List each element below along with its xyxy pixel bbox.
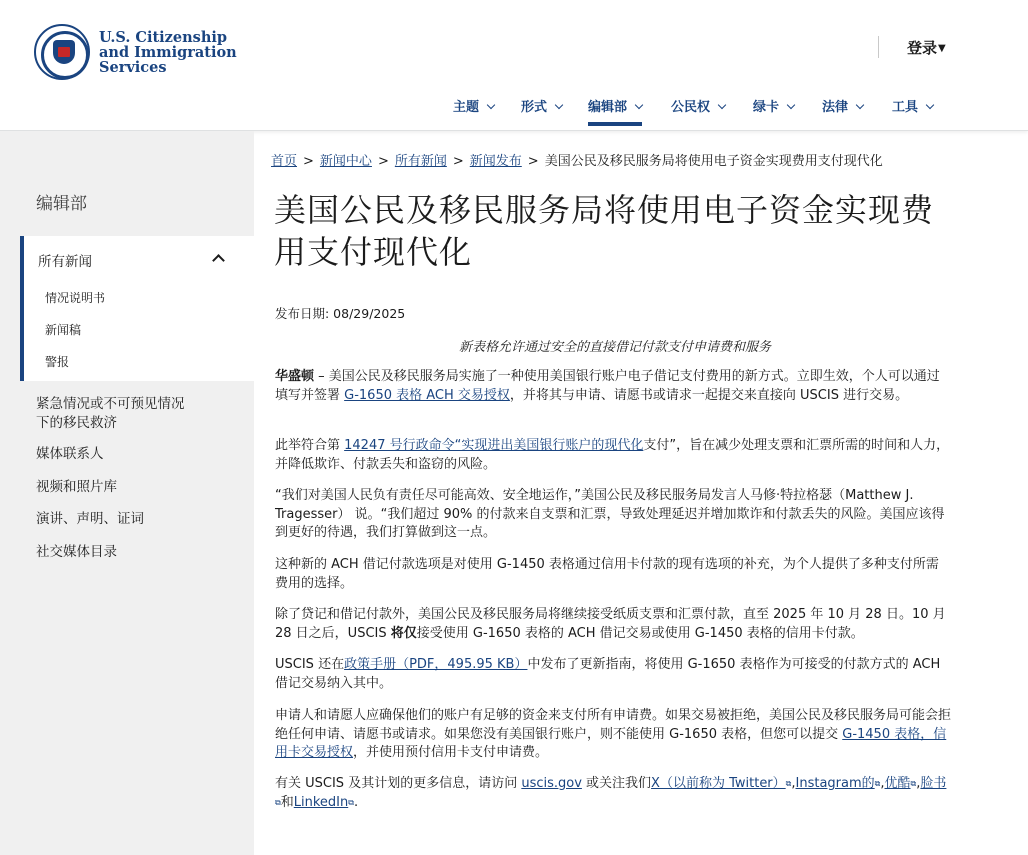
sidebar-item-social-media[interactable]: 社交媒体目录 — [36, 544, 117, 560]
link-uscis-gov[interactable]: uscis.gov — [521, 776, 582, 791]
link-form-g1650[interactable]: G-1650 表格 ACH 交易授权 — [344, 387, 510, 403]
chevron-down-icon — [555, 101, 563, 109]
article-paragraph-8 — [275, 775, 951, 812]
breadcrumb-newsroom[interactable]: 新闻中心 — [319, 154, 372, 169]
paragraph-text: 和 — [280, 794, 294, 810]
paragraph-text: 除了贷记和借记付款外，美国公民及移民服务局将继续接受纸质支票和汇票付款，直至 2025 年 10 月 28 日。10 月 28 日之后，USCIS — [275, 607, 946, 641]
chevron-down-icon — [718, 101, 726, 109]
nav-label: 形式 — [521, 100, 548, 115]
logo-line-3: Services — [99, 58, 167, 76]
paragraph-text: 中发布了更新指南，将使用 G-1650 表格作为可接受的付款方式的 ACH 借记交易纳入其中。 — [275, 657, 941, 691]
nav-laws[interactable] — [822, 96, 863, 115]
external-link-icon: ⧉ — [348, 797, 354, 807]
link-instagram[interactable]: Instagram的 — [795, 776, 875, 791]
sidebar-subitem-alerts[interactable]: 警报 — [45, 355, 70, 369]
breadcrumb-all-news[interactable]: 所有新闻 — [394, 154, 447, 169]
logo-line-2: and Immigration — [99, 43, 237, 61]
caret-down-icon: ▼ — [938, 43, 946, 54]
article-paragraph-7 — [275, 707, 951, 763]
external-link-icon: ⧉ — [785, 779, 792, 788]
chevron-down-icon — [787, 101, 795, 109]
nav-newsroom[interactable] — [588, 96, 642, 115]
chevron-down-icon — [635, 101, 643, 109]
chevron-up-icon[interactable] — [212, 254, 225, 267]
link-policy-manual[interactable]: 政策手册（PDF，495.95 KB） — [344, 657, 528, 672]
nav-tools[interactable] — [892, 96, 933, 115]
sidebar-active-section — [20, 236, 254, 381]
site-header — [0, 0, 1028, 131]
article-paragraph-4: 这种新的 ACH 借记付款选项是对使用 G-1450 表格通过信用卡付款的现有选项的补充，为个人提供了多种支付所需费用的选择。 — [275, 557, 939, 591]
paragraph-text: 或关注我们 — [581, 776, 652, 791]
chevron-down-icon — [856, 101, 864, 109]
nav-forms[interactable] — [521, 96, 562, 115]
nav-label: 主题 — [453, 100, 480, 115]
paragraph-text: USCIS 还在 — [275, 657, 345, 672]
page-title: 美国公民及移民服务局将使用电子资金实现费用支付现代化 — [274, 191, 935, 271]
paragraph-text: 接受使用 G-1650 表格的 ACH 借记交易或使用 G-1450 表格的信用卡付款。 — [416, 625, 864, 641]
paragraph-text: 支付”，旨在减少处理支票和汇票所需的时间和人力，并降低欺诈、付款丢失和盗窃的风险。 — [275, 438, 950, 472]
logo-line-1: U.S. Citizenship — [99, 28, 228, 46]
link-x-twitter[interactable]: X（以前称为 Twitter） — [651, 776, 786, 791]
sidebar — [0, 131, 254, 855]
paragraph-text: 有关 USCIS 及其计划的更多信息，请访问 — [275, 776, 522, 791]
article-paragraph-2 — [275, 437, 951, 474]
paragraph-text: , — [880, 776, 885, 791]
paragraph-text: 申请人和请愿人应确保他们的账户有足够的资金来支付所有申请费。如果交易被拒绝，美国公民及移民服务局可能会拒绝任何申请、请愿书或请求。如果您没有美国银行账户，则不能使用 G-1650 表格，但您可以提交 — [275, 708, 952, 742]
breadcrumb-news-releases[interactable]: 新闻发布 — [469, 154, 522, 169]
nav-green-card[interactable] — [753, 96, 794, 115]
nav-label: 法律 — [822, 100, 849, 115]
login-label: 登录 — [907, 39, 938, 57]
external-link-icon: ⧉ — [275, 797, 281, 807]
sidebar-item-label: 紧急情况或不可预见情况 — [36, 396, 185, 412]
link-linkedin[interactable]: LinkedIn — [293, 794, 349, 810]
login-button[interactable] — [907, 37, 946, 58]
external-link-icon: ⧉ — [910, 779, 917, 788]
sidebar-item-video-gallery[interactable]: 视频和照片库 — [36, 479, 117, 495]
article-paragraph-3: “我们对美国人民负有责任尽可能高效、安全地运作，”美国公民及移民服务局发言人马修·特拉格瑟（Matthew J. Tragesser） 说。“我们超过 90% 的付款来自支票和汇票，导致处理延迟并增加欺诈和付款丢失的风险。美国应该得到更好的待遇，我们打算做到这一点。 — [275, 488, 945, 540]
breadcrumb-current: 美国公民及移民服务局将使用电子资金实现费用支付现代化 — [544, 154, 883, 169]
dateline: 华盛顿 — [275, 369, 315, 384]
breadcrumb-separator: > — [527, 154, 539, 169]
uscis-logo[interactable] — [34, 24, 237, 80]
nav-label: 工具 — [892, 100, 919, 115]
sidebar-item-label: 下的移民救济 — [36, 415, 117, 431]
link-youtube[interactable]: 优酷 — [884, 776, 911, 791]
paragraph-text: 此举符合第 — [275, 438, 345, 453]
chevron-down-icon — [926, 101, 934, 109]
breadcrumb-separator: > — [303, 154, 314, 169]
nav-label: 绿卡 — [753, 100, 780, 115]
breadcrumb-separator: > — [452, 154, 464, 169]
paragraph-text: ，并使用预付信用卡支付申请费。 — [353, 745, 549, 760]
paragraph-text: . — [353, 794, 359, 810]
sidebar-subitem-fact-sheets[interactable]: 情况说明书 — [45, 291, 106, 305]
external-link-icon: ⧉ — [874, 779, 881, 788]
article-paragraph-1 — [275, 368, 951, 405]
paragraph-text: , — [791, 776, 796, 791]
nav-citizenship[interactable] — [671, 96, 725, 115]
sidebar-item-speeches[interactable]: 演讲、声明、证词 — [36, 511, 144, 527]
main-nav — [0, 96, 1028, 130]
paragraph-text: – 美国公民及移民服务局实施了一种使用美国银行账户电子借记支付费用的新方式。立即生效，个人可以通过填写并签署 — [275, 369, 940, 403]
header-divider — [878, 36, 879, 58]
nav-topics[interactable] — [453, 96, 494, 115]
paragraph-text: , — [916, 776, 921, 791]
breadcrumb-home[interactable]: 首页 — [271, 154, 298, 169]
sidebar-title: 编辑部 — [36, 194, 87, 214]
link-executive-order[interactable]: 14247 号行政命令“实现进出美国银行账户的现代化 — [344, 438, 644, 453]
chevron-down-icon — [487, 101, 495, 109]
link-form-g1450[interactable]: G-1450 表格，信用卡交易授权 — [275, 726, 947, 760]
logo-wordmark — [99, 30, 237, 75]
sidebar-item-all-news[interactable]: 所有新闻 — [38, 254, 92, 270]
article-paragraph-6 — [275, 656, 951, 693]
breadcrumb — [271, 150, 883, 169]
nav-label: 编辑部 — [588, 100, 628, 115]
bold-text: 将仅 — [390, 625, 417, 641]
breadcrumb-separator: > — [377, 154, 389, 169]
sidebar-item-emergency-relief[interactable] — [36, 395, 185, 433]
sidebar-subitem-news-releases[interactable]: 新闻稿 — [45, 323, 82, 337]
publish-date: 发布日期: 08/29/2025 — [275, 306, 406, 321]
nav-label: 公民权 — [671, 100, 711, 115]
link-facebook[interactable]: 脸书 — [920, 776, 947, 791]
article-subhead: 新表格允许通过安全的直接借记付款支付申请费和服务 — [458, 340, 771, 355]
paragraph-text: ，并将其与申请、请愿书或请求一起提交来直接向 USCIS 进行交易。 — [509, 387, 909, 403]
article-paragraph-5 — [275, 606, 951, 643]
dhs-seal-icon — [34, 24, 90, 80]
sidebar-item-media-contacts[interactable]: 媒体联系人 — [36, 446, 104, 462]
